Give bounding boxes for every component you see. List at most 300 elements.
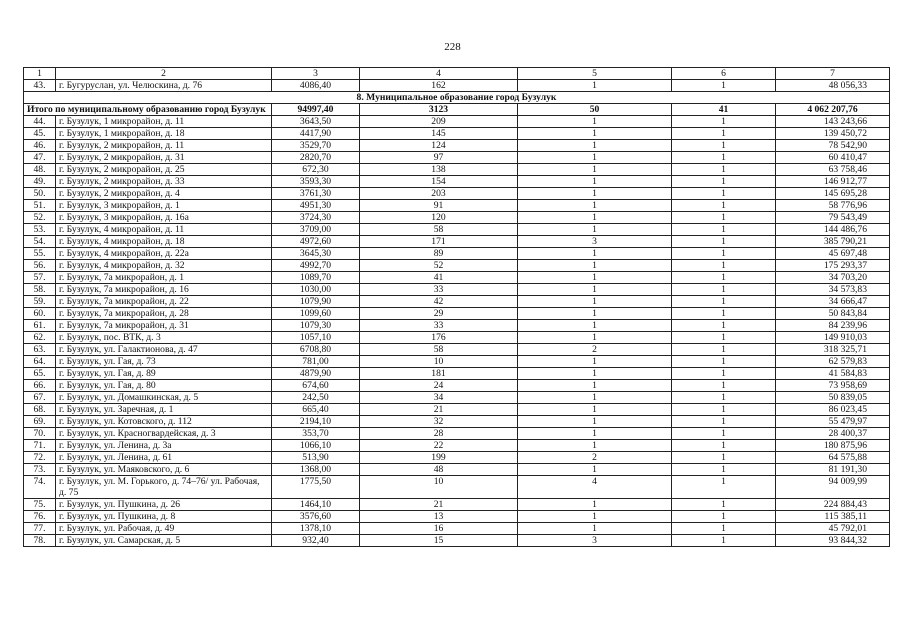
row-number: 67. [24,392,56,404]
table-row [24,535,890,547]
area-cell: 4879,90 [272,368,360,380]
address-cell: г. Бузулук, ул. Гая, д. 73 [56,356,272,368]
column-number: 4 [360,68,518,80]
amount-cell: 78 542,90 [776,140,890,152]
col4-cell: 97 [360,152,518,164]
col5-cell: 4 [518,476,672,499]
col6-cell: 1 [672,176,776,188]
row-number: 58. [24,284,56,296]
col5-cell: 1 [518,80,672,92]
table-body [24,68,890,547]
table-row [24,320,890,332]
column-number: 6 [672,68,776,80]
col5-cell: 3 [518,535,672,547]
col6-cell: 1 [672,416,776,428]
amount-cell: 28 400,37 [776,428,890,440]
area-cell: 1464,10 [272,499,360,511]
area-cell: 1030,00 [272,284,360,296]
col4-cell: 32 [360,416,518,428]
row-number: 56. [24,260,56,272]
col6-cell: 1 [672,260,776,272]
address-cell: г. Бузулук, 7а микрорайон, д. 28 [56,308,272,320]
col4-cell: 29 [360,308,518,320]
address-cell: г. Бузулук, ул. Ленина, д. 3а [56,440,272,452]
area-cell: 1079,30 [272,320,360,332]
col4-cell: 181 [360,368,518,380]
amount-cell: 84 239,96 [776,320,890,332]
page-number: 228 [444,41,461,53]
col4-cell: 41 [360,272,518,284]
section-title: 8. Муниципальное образование город Бузулук [24,92,890,104]
col5-cell: 1 [518,428,672,440]
address-cell: г. Бузулук, 3 микрорайон, д. 16а [56,212,272,224]
col4-cell: 124 [360,140,518,152]
row-number: 47. [24,152,56,164]
col6-cell: 1 [672,272,776,284]
row-number: 57. [24,272,56,284]
column-number: 7 [776,68,890,80]
col4-cell: 33 [360,320,518,332]
area-cell: 513,90 [272,452,360,464]
address-cell: г. Бузулук, ул. Рабочая, д. 49 [56,523,272,535]
row-number: 75. [24,499,56,511]
col6-cell: 1 [672,440,776,452]
table-row [24,80,890,92]
amount-cell: 93 844,32 [776,535,890,547]
column-number: 1 [24,68,56,80]
area-cell: 1089,70 [272,272,360,284]
col5-cell: 1 [518,523,672,535]
area-cell: 1378,10 [272,523,360,535]
row-number: 60. [24,308,56,320]
col6-cell: 1 [672,428,776,440]
col5-cell: 1 [518,320,672,332]
address-cell: г. Бузулук, ул. Пушкина, д. 26 [56,499,272,511]
col4-cell: 42 [360,296,518,308]
col4-cell: 34 [360,392,518,404]
col6-cell: 1 [672,164,776,176]
col4-cell: 154 [360,176,518,188]
col5-cell: 3 [518,236,672,248]
col6-cell: 1 [672,452,776,464]
amount-cell: 385 790,21 [776,236,890,248]
col6-cell: 1 [672,308,776,320]
row-number: 51. [24,200,56,212]
col6-cell: 1 [672,212,776,224]
row-number: 49. [24,176,56,188]
col4-cell: 22 [360,440,518,452]
col5-cell: 1 [518,140,672,152]
area-cell: 242,50 [272,392,360,404]
col5-cell: 1 [518,464,672,476]
table-row [24,164,890,176]
area-cell: 932,40 [272,535,360,547]
col4-cell: 16 [360,523,518,535]
table-row [24,452,890,464]
col5-cell: 1 [518,116,672,128]
area-cell: 3593,30 [272,176,360,188]
table-row [24,152,890,164]
address-cell: г. Бузулук, ул. Красногвардейская, д. 3 [56,428,272,440]
amount-cell: 143 243,66 [776,116,890,128]
col6-cell: 1 [672,332,776,344]
col5-cell: 1 [518,308,672,320]
col5-cell: 2 [518,344,672,356]
amount-cell: 41 584,83 [776,368,890,380]
col4-cell: 21 [360,499,518,511]
col6-cell: 1 [672,320,776,332]
address-cell: г. Бузулук, 2 микрорайон, д. 33 [56,176,272,188]
amount-cell: 180 875,96 [776,440,890,452]
col5-cell: 1 [518,392,672,404]
col4-cell: 138 [360,164,518,176]
table-row [24,116,890,128]
col6-cell: 1 [672,224,776,236]
row-number: 72. [24,452,56,464]
section-title-row [24,92,890,104]
amount-cell: 146 912,77 [776,176,890,188]
amount-cell: 145 695,28 [776,188,890,200]
col5-cell: 1 [518,176,672,188]
amount-cell: 86 023,45 [776,404,890,416]
table-row [24,499,890,511]
table-row [24,428,890,440]
table-row [24,368,890,380]
table-row [24,380,890,392]
amount-cell: 94 009,99 [776,476,890,499]
table-row [24,332,890,344]
col6-cell: 1 [672,404,776,416]
table-row [24,260,890,272]
area-cell: 2194,10 [272,416,360,428]
address-cell: г. Бузулук, 2 микрорайон, д. 4 [56,188,272,200]
col4-cell: 209 [360,116,518,128]
col6-cell: 1 [672,296,776,308]
col6-cell: 1 [672,200,776,212]
area-cell: 3643,50 [272,116,360,128]
col4-cell: 10 [360,356,518,368]
col5-cell: 1 [518,248,672,260]
area-cell: 3709,00 [272,224,360,236]
row-number: 50. [24,188,56,200]
amount-cell: 115 385,11 [776,511,890,523]
table-row [24,392,890,404]
col5-cell: 1 [518,224,672,236]
row-number: 77. [24,523,56,535]
address-cell: г. Бузулук, 2 микрорайон, д. 31 [56,152,272,164]
col4-cell: 58 [360,224,518,236]
col5-cell: 1 [518,284,672,296]
area-cell: 4992,70 [272,260,360,272]
amount-cell: 34 666,47 [776,296,890,308]
address-cell: г. Бузулук, ул. Самарская, д. 5 [56,535,272,547]
address-cell: г. Бугуруслан, ул. Челюскина, д. 76 [56,80,272,92]
amount-cell: 63 758,46 [776,164,890,176]
table-row [24,200,890,212]
table-row [24,464,890,476]
col6-cell: 1 [672,116,776,128]
row-number: 53. [24,224,56,236]
row-number: 48. [24,164,56,176]
table-row [24,128,890,140]
column-number: 3 [272,68,360,80]
col5-cell: 1 [518,368,672,380]
col6-cell: 1 [672,80,776,92]
col6-cell: 1 [672,368,776,380]
col6-cell: 1 [672,380,776,392]
col6-cell: 1 [672,499,776,511]
column-number-row [24,68,890,80]
col4-cell: 15 [360,535,518,547]
amount-cell: 139 450,72 [776,128,890,140]
address-cell: г. Бузулук, ул. Пушкина, д. 8 [56,511,272,523]
amount-cell: 81 191,30 [776,464,890,476]
row-number: 71. [24,440,56,452]
row-number: 59. [24,296,56,308]
address-cell: г. Бузулук, 2 микрорайон, д. 25 [56,164,272,176]
total-col5: 50 [518,104,672,116]
area-cell: 665,40 [272,404,360,416]
col5-cell: 1 [518,356,672,368]
total-row [24,104,890,116]
col6-cell: 1 [672,511,776,523]
col5-cell: 1 [518,380,672,392]
col6-cell: 1 [672,188,776,200]
col6-cell: 1 [672,236,776,248]
row-number: 78. [24,535,56,547]
address-cell: г. Бузулук, ул. М. Горького, д. 74–76/ ул. Рабочая, д. 75 [56,476,272,499]
col4-cell: 199 [360,452,518,464]
col4-cell: 203 [360,188,518,200]
address-cell: г. Бузулук, 7а микрорайон, д. 22 [56,296,272,308]
col6-cell: 1 [672,523,776,535]
col4-cell: 10 [360,476,518,499]
address-cell: г. Бузулук, ул. Гая, д. 80 [56,380,272,392]
table-row [24,308,890,320]
row-number: 54. [24,236,56,248]
area-cell: 4086,40 [272,80,360,92]
buildings-table [23,67,890,547]
area-cell: 674,60 [272,380,360,392]
area-cell: 1066,10 [272,440,360,452]
col4-cell: 21 [360,404,518,416]
address-cell: г. Бузулук, пос. ВТК, д. 3 [56,332,272,344]
area-cell: 3529,70 [272,140,360,152]
table-row [24,511,890,523]
table-row [24,296,890,308]
row-number: 76. [24,511,56,523]
table-row [24,416,890,428]
address-cell: г. Бузулук, ул. Домашкинская, д. 5 [56,392,272,404]
address-cell: г. Бузулук, 7а микрорайон, д. 1 [56,272,272,284]
total-amount: 4 062 207,76 [776,104,890,116]
amount-cell: 55 479,97 [776,416,890,428]
row-number: 61. [24,320,56,332]
col4-cell: 89 [360,248,518,260]
area-cell: 3645,30 [272,248,360,260]
amount-cell: 318 325,71 [776,344,890,356]
row-number: 73. [24,464,56,476]
row-number: 63. [24,344,56,356]
row-number: 66. [24,380,56,392]
col5-cell: 1 [518,272,672,284]
col4-cell: 176 [360,332,518,344]
col4-cell: 48 [360,464,518,476]
table-row [24,404,890,416]
col5-cell: 1 [518,260,672,272]
col4-cell: 162 [360,80,518,92]
total-col4: 3123 [360,104,518,116]
address-cell: г. Бузулук, 4 микрорайон, д. 11 [56,224,272,236]
row-number: 43. [24,80,56,92]
address-cell: г. Бузулук, 4 микрорайон, д. 18 [56,236,272,248]
column-number: 5 [518,68,672,80]
col5-cell: 1 [518,499,672,511]
col6-cell: 1 [672,140,776,152]
row-number: 68. [24,404,56,416]
amount-cell: 60 410,47 [776,152,890,164]
table-row [24,344,890,356]
table-row [24,440,890,452]
area-cell: 4417,90 [272,128,360,140]
address-cell: г. Бузулук, ул. Гая, д. 89 [56,368,272,380]
col6-cell: 1 [672,344,776,356]
col5-cell: 1 [518,188,672,200]
amount-cell: 34 703,20 [776,272,890,284]
total-area: 94997,40 [272,104,360,116]
col6-cell: 1 [672,284,776,296]
address-cell: г. Бузулук, ул. Котовского, д. 112 [56,416,272,428]
col4-cell: 120 [360,212,518,224]
col5-cell: 2 [518,452,672,464]
col5-cell: 1 [518,296,672,308]
area-cell: 3576,60 [272,511,360,523]
col5-cell: 1 [518,440,672,452]
col5-cell: 1 [518,164,672,176]
address-cell: г. Бузулук, 7а микрорайон, д. 16 [56,284,272,296]
area-cell: 6708,80 [272,344,360,356]
address-cell: г. Бузулук, 4 микрорайон, д. 22а [56,248,272,260]
table-row [24,140,890,152]
area-cell: 1368,00 [272,464,360,476]
row-number: 64. [24,356,56,368]
amount-cell: 50 839,05 [776,392,890,404]
row-number: 74. [24,476,56,499]
row-number: 69. [24,416,56,428]
address-cell: г. Бузулук, ул. Галактионова, д. 47 [56,344,272,356]
total-label: Итого по муниципальному образованию город Бузулук [24,104,272,116]
table-row [24,284,890,296]
row-number: 52. [24,212,56,224]
area-cell: 4951,30 [272,200,360,212]
address-cell: г. Бузулук, 7а микрорайон, д. 31 [56,320,272,332]
address-cell: г. Бузулук, 1 микрорайон, д. 11 [56,116,272,128]
address-cell: г. Бузулук, ул. Маяковского, д. 6 [56,464,272,476]
area-cell: 1079,90 [272,296,360,308]
col5-cell: 1 [518,404,672,416]
area-cell: 3761,30 [272,188,360,200]
amount-cell: 45 697,48 [776,248,890,260]
address-cell: г. Бузулук, ул. Заречная, д. 1 [56,404,272,416]
row-number: 70. [24,428,56,440]
row-number: 65. [24,368,56,380]
col6-cell: 1 [672,535,776,547]
amount-cell: 50 843,84 [776,308,890,320]
amount-cell: 144 486,76 [776,224,890,236]
address-cell: г. Бузулук, 2 микрорайон, д. 11 [56,140,272,152]
col5-cell: 1 [518,511,672,523]
col4-cell: 33 [360,284,518,296]
address-cell: г. Бузулук, 3 микрорайон, д. 1 [56,200,272,212]
area-cell: 672,30 [272,164,360,176]
col4-cell: 91 [360,200,518,212]
address-cell: г. Бузулук, 4 микрорайон, д. 32 [56,260,272,272]
amount-cell: 175 293,37 [776,260,890,272]
col6-cell: 1 [672,464,776,476]
col4-cell: 24 [360,380,518,392]
table-row [24,176,890,188]
amount-cell: 62 579,83 [776,356,890,368]
amount-cell: 149 910,03 [776,332,890,344]
column-number: 2 [56,68,272,80]
table-row [24,248,890,260]
col6-cell: 1 [672,392,776,404]
col5-cell: 1 [518,152,672,164]
total-col6: 41 [672,104,776,116]
table-row [24,523,890,535]
row-number: 44. [24,116,56,128]
area-cell: 3724,30 [272,212,360,224]
amount-cell: 224 884,43 [776,499,890,511]
amount-cell: 58 776,96 [776,200,890,212]
row-number: 62. [24,332,56,344]
col6-cell: 1 [672,476,776,499]
table-row [24,212,890,224]
amount-cell: 34 573,83 [776,284,890,296]
row-number: 45. [24,128,56,140]
col5-cell: 1 [518,416,672,428]
col4-cell: 145 [360,128,518,140]
table-row [24,188,890,200]
col5-cell: 1 [518,128,672,140]
amount-cell: 73 958,69 [776,380,890,392]
col6-cell: 1 [672,356,776,368]
col4-cell: 13 [360,511,518,523]
col5-cell: 1 [518,212,672,224]
address-cell: г. Бузулук, ул. Ленина, д. 61 [56,452,272,464]
col6-cell: 1 [672,128,776,140]
row-number: 46. [24,140,56,152]
row-number: 55. [24,248,56,260]
col5-cell: 1 [518,332,672,344]
area-cell: 1099,60 [272,308,360,320]
area-cell: 2820,70 [272,152,360,164]
area-cell: 1057,10 [272,332,360,344]
table-row [24,236,890,248]
area-cell: 1775,50 [272,476,360,499]
amount-cell: 48 056,33 [776,80,890,92]
table-row [24,356,890,368]
amount-cell: 45 792,01 [776,523,890,535]
area-cell: 781,00 [272,356,360,368]
table-row [24,272,890,284]
col6-cell: 1 [672,152,776,164]
area-cell: 4972,60 [272,236,360,248]
col4-cell: 28 [360,428,518,440]
amount-cell: 79 543,49 [776,212,890,224]
area-cell: 353,70 [272,428,360,440]
col4-cell: 58 [360,344,518,356]
